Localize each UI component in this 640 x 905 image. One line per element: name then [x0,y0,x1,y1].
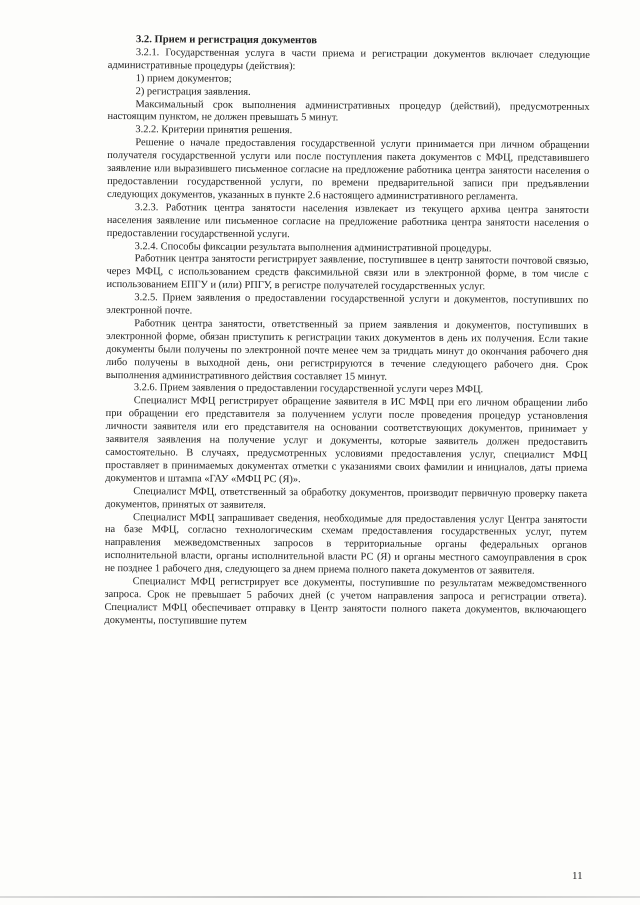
paragraph: 3.2.6. Прием заявления о предоставлении государственной услуги через МФЦ. [133,382,484,396]
paragraph: Специалист МФЦ, ответственный за обработку документов, производит первичную проверку пакета документов, принятых от заявителя. [105,485,588,511]
list-item: 2) регистрация заявления. [135,85,251,98]
scan-edge-divider [0,896,640,898]
paragraph: 3.2.4. Способы фиксации результата выполнения административной процедуры. [134,240,492,254]
paragraph: 3.2.3. Работник центра занятости населения извлекает из текущего архива центра занятости населения заявление или письменное согласие на предложение работника центра занятости населения о предоставлении государственной услуги. [106,201,589,240]
paragraph: Специалист МФЦ запрашивает сведения, необходимые для предоставления услуг Центра занятости на базе МФЦ, согласно технологическим схемам предоставления государственных услуг, путем направления межведомственных запросов в территориальные органы федеральных органов исполнительной власти, органы исполнительной власти РС (Я) и органы местного самоуправления в срок не позднее 1 рабочего дня, следующего за днем приема полного пакета документов от заявителя. [104,511,588,577]
paragraph: 3.2.1. Государственная услуга в части приема и регистрации документов включает следующие административные процедуры (действия): [107,47,590,72]
page-number: 11 [572,870,583,882]
list-item: 1) прием документов; [135,72,232,85]
paragraph: 3.2.2. Критерии принятия решения. [135,124,293,137]
section-heading: 3.2. Прием и регистрация документов [135,34,318,47]
paragraph: Решение о начале предоставления государственной услуги принимается при личном обращении получателя государственной услуги или после поступления пакета документов с МФЦ, представившего заявление или выразившего письменное согласие на предложение работника центра занятости населения о предоставлении государственной услуги, по времени предварительной записи при предъявлении следующих документов, указанных в пункте 2.6 настоящего административного регламента. [106,137,590,203]
paragraph: Специалист МФЦ регистрирует обращение заявителя в ИС МФЦ при его личном обращении либо при обращении его представителя за получением услуги после проведения процедур установления личности заявителя или его представителя на основании соответствующих документов, принимает у заявителя заявления на получение услуг и документы, которые заявитель должен предоставить самостоятельно. В случаях, предусмотренных условиями предоставления услуг, специалист МФЦ проставляет в принимаемых документах отметки с указаниями своих фамилии и инициалов, даты приема документов и штампа «ГАУ «МФЦ РС (Я)». [105,395,588,485]
paragraph: Специалист МФЦ регистрирует все документы, поступившие по результатам межведомственного запроса. Срок не превышает 5 рабочих дней (с учетом направления запроса и регистрации ответа). Специалист МФЦ обеспечивает отправку в Центр занятости полного пакета документов, включающего документы, поступившие путем [104,576,587,627]
paragraph: Максимальный срок выполнения административных процедур (действий), предусмотренных настоящим пунктом, не должен превышать 5 минут. [107,98,590,124]
paragraph: Работник центра занятости регистрирует заявление, поступившее в центр занятости почтовой связью, через МФЦ, с использованием средств факсимильной связи или в электронной форме, в том числе с использованием ЕПГУ и (или) РПГУ, в регистре получателей государственных услуг. [106,253,589,293]
paragraph: 3.2.5. Прием заявления о предоставлении государственной услуги и документов, поступивших по электронной почте. [106,292,589,317]
paragraph: Работник центра занятости, ответственный за прием заявления и документов, поступивших в электронной форме, обязан приступить к регистрации таких документов в день их получения. Если такие документы были получены по электронной почте менее чем за тридцать минут до окончания рабочего дня либо получены в выходной день, они регистрируются в течение следующего рабочего дня. Срок выполнения административного действия составляет 15 минут. [105,318,589,383]
document-body [104,34,590,631]
